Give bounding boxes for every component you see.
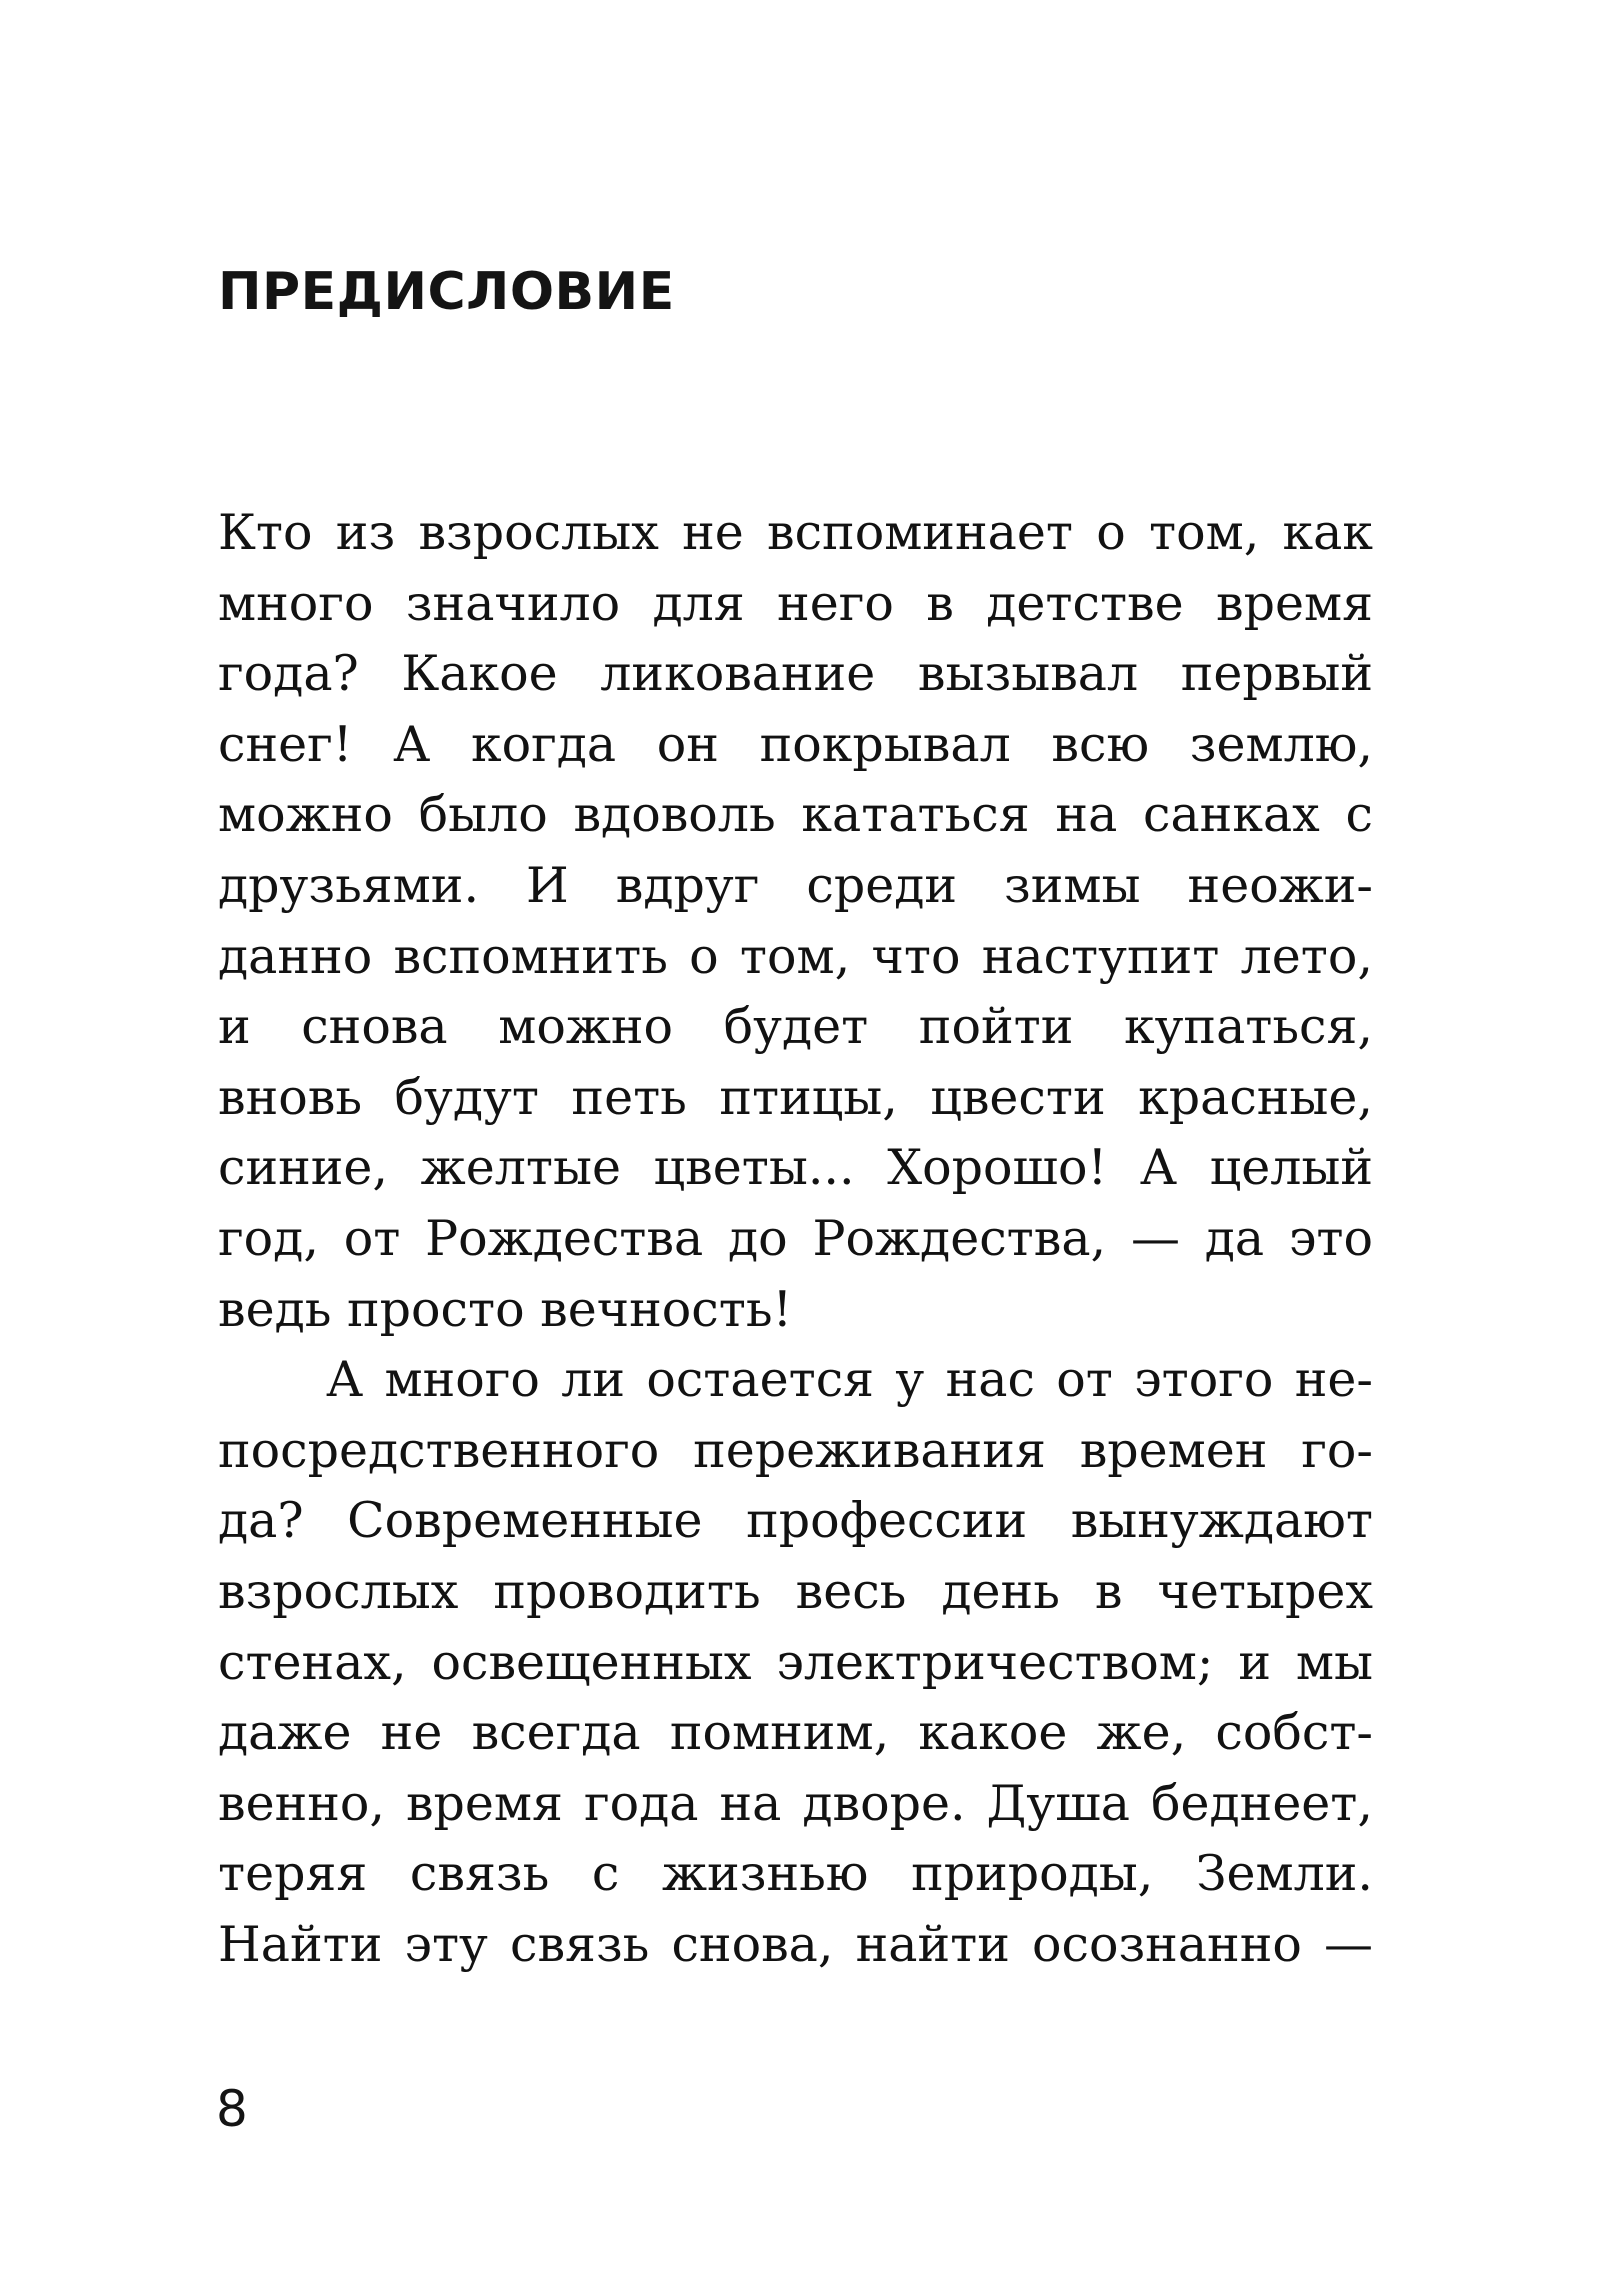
text-line: даже не всегда помним, какое же, собст- xyxy=(218,1704,1373,1762)
text-line: данно вспомнить о том, что наступит лето, xyxy=(218,927,1373,985)
text-line: взрослых проводить весь день в четырех xyxy=(218,1562,1373,1620)
text-line: и снова можно будет пойти купаться, xyxy=(218,998,1373,1056)
text-line: год, от Рождества до Рождества, — да это xyxy=(218,1209,1373,1267)
text-line: теряя связь с жизнью природы, Земли. xyxy=(218,1845,1373,1903)
text-line: снег! А когда он покрывал всю землю, xyxy=(218,715,1373,773)
paragraph-2 xyxy=(218,1345,1373,1980)
text-line: синие, желтые цветы... Хорошо! А целый xyxy=(218,1139,1373,1197)
text-line: венно, время года на дворе. Душа беднеет, xyxy=(218,1774,1373,1832)
text-line: можно было вдоволь кататься на санках с xyxy=(218,786,1373,844)
paragraph-1 xyxy=(218,498,1373,1345)
text-line: ведь просто вечность! xyxy=(218,1280,793,1338)
text-line: да? Современные профессии вынуждают xyxy=(218,1492,1373,1550)
text-line: Кто из взрослых не вспоминает о том, как xyxy=(218,504,1373,561)
text-line: стенах, освещенных электричеством; и мы xyxy=(218,1633,1373,1691)
text-line: года? Какое ликование вызывал первый xyxy=(218,645,1373,703)
text-line: Найти эту связь снова, найти осознанно — xyxy=(218,1915,1373,1973)
text-line: друзьями. И вдруг среди зимы неожи- xyxy=(218,856,1373,914)
text-line: А много ли остается у нас от этого не- xyxy=(326,1351,1373,1409)
text-line: посредственного переживания времен го- xyxy=(218,1421,1373,1479)
body-text xyxy=(218,498,1373,1980)
page-number: 8 xyxy=(216,2080,248,2138)
text-line: много значило для него в детстве время xyxy=(218,574,1373,632)
text-line: вновь будут петь птицы, цвести красные, xyxy=(218,1068,1373,1126)
chapter-title: ПРЕДИСЛОВИЕ xyxy=(218,262,675,322)
